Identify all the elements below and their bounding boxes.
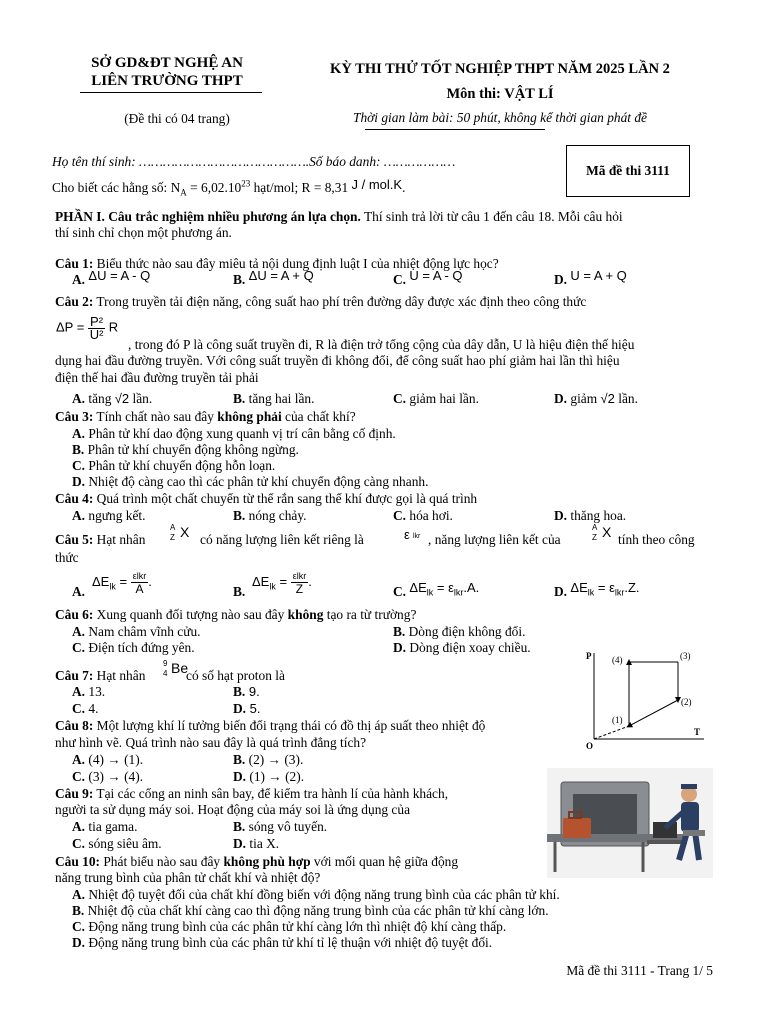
q2-text-cont1: , trong đó P là công suất truyền đi, R là điện trở tổng cộng của dây dẫn, U là hiệu điện thế hiệu — [128, 337, 635, 352]
q1-option-a[interactable]: A. ΔU = A - Q — [72, 268, 151, 287]
q10-option-a[interactable]: A. Nhiệt độ tuyệt đối của chất khí đồng biến với động năng trung bình của các phân tử khí. — [72, 887, 560, 902]
beryllium-nuclide-symbol: 9 4 Be — [163, 659, 189, 678]
q5-option-b-label[interactable]: B. — [233, 584, 246, 599]
luggage-bag — [563, 818, 591, 838]
page-footer: Mã đề thi 3111 - Trang 1/ 5 — [566, 963, 713, 978]
q5-text-part3: , năng lượng liên kết của — [428, 532, 561, 547]
baggage-scanner-illustration — [547, 768, 713, 878]
p-axis-label: P — [586, 651, 592, 661]
operator-cap — [681, 784, 697, 789]
q5-text-part2: có năng lượng liên kết riêng là — [200, 532, 364, 547]
q8-option-d[interactable]: D. (1) → (2). — [233, 769, 305, 784]
q10-option-d[interactable]: D. Động năng trung bình của các phân tử khí tỉ lệ thuận với nhiệt độ tuyệt đối. — [72, 935, 493, 950]
q8-text-cont: như hình vẽ. Quá trình nào sau đây là quá trình đẳng tích? — [55, 735, 367, 750]
operator-leg-right — [695, 832, 699, 860]
q1-option-d[interactable]: D. U = A + Q — [554, 268, 627, 287]
q9-option-b[interactable]: B. sóng vô tuyến. — [233, 819, 328, 834]
nuclide-x-symbol-2: A Z X — [592, 523, 612, 542]
power-loss-formula: ΔP = $\frac{\text{P²}}{\text{U²}}$ R — [56, 314, 119, 342]
q5-option-b[interactable]: $\Delta E_{lk}$ = $\frac{\text{εlkr}}{Z}$ . — [252, 571, 312, 596]
q5-text-part5: thức — [55, 550, 79, 565]
q1-option-b[interactable]: B. ΔU = A + Q — [233, 268, 314, 287]
q9-option-d[interactable]: D. tia X. — [233, 836, 280, 851]
isochore-guide-line — [594, 726, 629, 739]
q10-option-c[interactable]: C. Động năng trung bình của các phân tử khí càng lớn thì nhiệt độ khí càng thấp. — [72, 919, 507, 934]
q9-text-cont: người ta sử dụng máy soi. Hoạt động của máy soi là ứng dụng của — [55, 802, 411, 817]
question-10: Câu 10: Phát biểu nào sau đây không phù hợp với mối quan hệ giữa động — [55, 854, 459, 869]
question-2: Câu 2: Trong truyền tải điện năng, công suất hao phí trên đường dây được xác định theo công thức — [55, 294, 587, 309]
q3-option-d[interactable]: D. Nhiệt độ càng cao thì các phân tử khí chuyển động càng nhanh. — [72, 474, 429, 489]
q2-option-b[interactable]: B. tăng hai lần. — [233, 391, 315, 406]
q2-text-cont2: dụng hai đầu đường truyền. Với công suất truyền đi không đổi, để công suất hao phí giảm hai lần thì hiệu — [55, 353, 620, 368]
exam-code-box — [566, 145, 690, 197]
gas-constant-unit: J / mol.K — [351, 177, 403, 192]
question-1: Câu 1: Biểu thức nào sau đây miêu tả nội dung định luật I của nhiệt động lực học? — [55, 256, 499, 271]
question-4: Câu 4: Quá trình một chất chuyển từ thể rắn sang thể khí được gọi là quá trình — [55, 491, 478, 506]
q5-option-c[interactable]: C. $\Delta E_{lk} = \varepsilon_{lkr}.A$. — [393, 580, 480, 599]
q2-option-d[interactable]: D. giảm √2 lần. — [554, 391, 638, 406]
q6-option-c[interactable]: C. Điện tích đứng yên. — [72, 640, 195, 655]
binding-energy-per-nucleon-symbol: ε lkr — [404, 527, 421, 542]
header-divider — [80, 92, 262, 93]
candidate-line: Họ tên thí sinh: …………………………………….Số báo danh: ……………… — [52, 154, 456, 169]
operator-uniform — [681, 802, 699, 832]
state-4-label: (4) — [612, 655, 623, 665]
monitor-screen — [653, 822, 677, 838]
q2-option-a[interactable]: A. tăng √2 lần. — [72, 391, 153, 406]
question-9: Câu 9: Tại các cổng an ninh sân bay, để kiểm tra hành lí của hành khách, — [55, 786, 449, 801]
q7-text-end: có số hạt proton là — [186, 668, 285, 683]
q3-option-a[interactable]: A. Phân tử khí dao động xung quanh vị trí cân bằng cố định. — [72, 426, 396, 441]
q7-option-b[interactable]: B. 9. — [233, 684, 260, 699]
origin-label: O — [586, 741, 594, 751]
q5-option-d[interactable]: D. $\Delta E_{lk} = \varepsilon_{lkr}.Z$. — [554, 580, 640, 599]
operator-chair — [683, 830, 705, 836]
question-8: Câu 8: Một lượng khí lí tưởng biến đổi trạng thái có đồ thị áp suất theo nhiệt độ — [55, 718, 486, 733]
q8-option-a[interactable]: A. (4) → (1). — [72, 752, 144, 767]
question-3: Câu 3: Tính chất nào sau đây không phải của chất khí? — [55, 409, 356, 424]
q10-option-b[interactable]: B. Nhiệt độ của chất khí càng cao thì động năng trung bình của các phân tử khí càng lớn. — [72, 903, 549, 918]
q2-text-cont3: điện thế hai đầu đường truyền tải phải — [55, 370, 259, 385]
subject-title: Môn thi: VẬT LÍ — [446, 86, 554, 102]
q8-option-c[interactable]: C. (3) → (4). — [72, 769, 144, 784]
process-2-1 — [629, 700, 678, 726]
q1-option-c[interactable]: C. U = A - Q — [393, 268, 463, 287]
q3-option-c[interactable]: C. Phân tử khí chuyển động hỗn loạn. — [72, 458, 276, 473]
pressure-temperature-graph — [582, 645, 712, 755]
constants-line: Cho biết các hằng số: $N_A = 6,02.10^{23}$ hạt/mol; R = 8,31 J / mol.K. — [52, 177, 406, 198]
t-axis-label: T — [694, 727, 701, 737]
time-divider — [365, 129, 545, 130]
state-1-label: (1) — [612, 715, 623, 725]
q5-option-a-label[interactable]: A. — [72, 584, 86, 599]
department-name: SỞ GD&ĐT NGHỆ AN — [91, 55, 243, 71]
q6-option-d[interactable]: D. Dòng điện xoay chiều. — [393, 640, 531, 655]
q4-option-c[interactable]: C. hóa hơi. — [393, 508, 453, 523]
q7-option-a[interactable]: A. 13. — [72, 684, 106, 699]
exam-title: KỲ THI THỬ TỐT NGHIỆP THPT NĂM 2025 LẦN 2 — [330, 61, 670, 77]
q6-option-b[interactable]: B. Dòng điện không đổi. — [393, 624, 526, 639]
question-5: Câu 5: Hạt nhân — [55, 532, 146, 547]
question-7: Câu 7: Hạt nhân — [55, 668, 146, 683]
q4-option-a[interactable]: A. ngưng kết. — [72, 508, 146, 523]
part1-instructions: thí sinh chỉ chọn một phương án. — [55, 225, 232, 240]
q7-option-c[interactable]: C. 4. — [72, 701, 99, 716]
q8-option-b[interactable]: B. (2) → (3). — [233, 752, 304, 767]
exam-code: Mã đề thi 3111 — [586, 163, 670, 178]
q6-option-a[interactable]: A. Nam châm vĩnh cửu. — [72, 624, 201, 639]
q2-option-c[interactable]: C. giảm hai lần. — [393, 391, 479, 406]
q4-option-b[interactable]: B. nóng chảy. — [233, 508, 307, 523]
q10-text-cont: năng trung bình của phân tử chất khí và nhiệt độ? — [55, 870, 321, 885]
state-2-label: (2) — [681, 697, 692, 707]
q9-option-a[interactable]: A. tia gama. — [72, 819, 138, 834]
q5-text-part4: tính theo công — [618, 532, 695, 547]
pages-note: (Đề thi có 04 trang) — [124, 111, 230, 126]
q5-option-a[interactable]: $\Delta E_{lk}$ = $\frac{\text{εlkr}}{A}$ . — [92, 571, 152, 596]
school-name: LIÊN TRƯỜNG THPT — [91, 73, 243, 89]
time-limit: Thời gian làm bài: 50 phút, không kể thời gian phát đề — [353, 110, 647, 125]
part1-heading: PHẦN I. Câu trắc nghiệm nhiều phương án lựa chọn. Thí sinh trả lời từ câu 1 đến câu 18. Mỗi câu hỏi — [55, 209, 623, 224]
q3-option-b[interactable]: B. Phân tử khí chuyển động không ngừng. — [72, 442, 299, 457]
question-6: Câu 6: Xung quanh đối tượng nào sau đây không tạo ra từ trường? — [55, 607, 417, 622]
q7-option-d[interactable]: D. 5. — [233, 701, 261, 716]
state-3-label: (3) — [680, 651, 691, 661]
q9-option-c[interactable]: C. sóng siêu âm. — [72, 836, 162, 851]
q4-option-d[interactable]: D. thăng hoa. — [554, 508, 627, 523]
nuclide-x-symbol-1: A Z X — [170, 523, 190, 542]
